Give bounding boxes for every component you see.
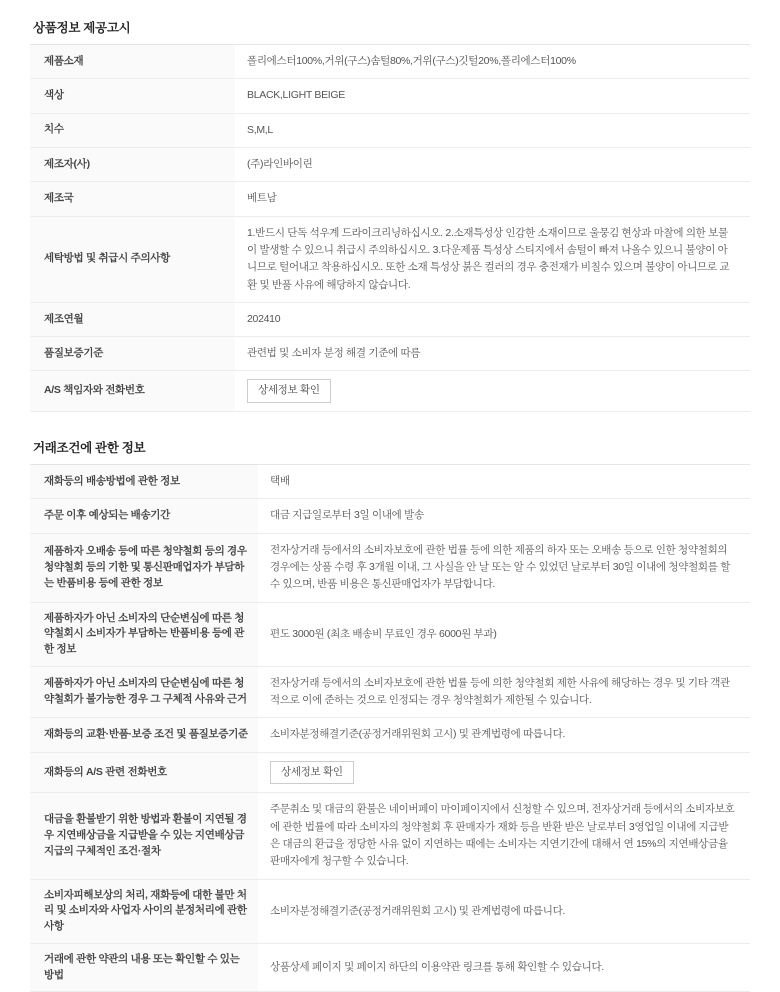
- row-label: 제품하자가 아닌 소비자의 단순변심에 따른 청약철회가 불가능한 경우 그 구체적 사유와 근거: [30, 666, 258, 718]
- row-value: S,M,L: [247, 123, 273, 136]
- row-label: 색상: [30, 79, 235, 113]
- table-row: [30, 499, 750, 533]
- as-detail-info-button[interactable]: 상세정보 확인: [247, 379, 331, 403]
- row-value: 전자상거래 등에서의 소비자보호에 관한 법률 등에 의한 청약철회 제한 사유에 해당하는 경우 및 기타 객관적으로 이에 준하는 것으로 인정되는 경우 청약철회가 제한될 수 있습니다.: [270, 676, 730, 707]
- row-label: 거래에 관한 약관의 내용 또는 확인할 수 있는 방법: [30, 943, 258, 992]
- row-label: 주문 이후 예상되는 배송기간: [30, 499, 258, 533]
- row-label: 세탁방법 및 취급시 주의사항: [30, 216, 235, 302]
- table-row: [30, 793, 750, 879]
- row-value: 소비자분정해결기준(공정거래위원회 고시) 및 관계법령에 따릅니다.: [270, 904, 566, 917]
- table-row: [30, 718, 750, 752]
- deal-condition-title: 거래조건에 관한 정보: [33, 441, 146, 456]
- table-row: [30, 45, 750, 79]
- row-label: 재화등의 교환·반품·보증 조건 및 품질보증기준: [30, 718, 258, 752]
- table-row: [30, 337, 750, 371]
- row-value: 1.반드시 단독 석우계 드라이크리닝하십시오. 2.소재특성상 인감한 소재이므로 울뭉김 현상과 마찰에 의한 보물이 발생할 수 있으니 취급시 주의하십시오. 3.다운제품 특성상 스티지에서 솜털이 빠져 나올수 있으니 불양이 아니므로 털어내고 착용하십시오. 또한 소재 특성상 붉은 컬러의 경우 충전재가 비칠수 있으며 불양이 아니므로 교환 및 반품 사유에 해당하지 않습니다.: [247, 226, 730, 291]
- row-value: (주)라인바이린: [247, 157, 313, 170]
- row-label: 제품하자 오배송 등에 따른 청약철회 등의 경우 청약철회 등의 기한 및 통신판매업자가 부담하는 반품비용 등에 관한 정보: [30, 533, 258, 602]
- row-label: 제품하자가 아닌 소비자의 단순변심에 따른 청약철회시 소비자가 부담하는 반품비용 등에 관한 정보: [30, 602, 258, 666]
- row-label: 제조연월: [30, 302, 235, 336]
- table-row: [30, 216, 750, 302]
- row-label: A/S 책임자와 전화번호: [30, 371, 235, 412]
- deal-condition-table: [30, 464, 750, 992]
- deal-condition-section: [30, 412, 750, 992]
- table-row: [30, 602, 750, 666]
- table-row: [30, 879, 750, 943]
- table-row: [30, 533, 750, 602]
- row-label: 재화등의 A/S 관련 전화번호: [30, 752, 258, 793]
- row-value: 상품상세 페이지 및 페이지 하단의 이용약관 링크를 통해 확인할 수 있습니다.: [270, 960, 604, 973]
- row-label: 제품소재: [30, 45, 235, 79]
- product-info-table: [30, 44, 750, 412]
- table-row: [30, 666, 750, 718]
- row-label: 품질보증기준: [30, 337, 235, 371]
- table-row: [30, 79, 750, 113]
- row-label: 대금을 환불받기 위한 방법과 환불이 지연될 경우 지연배상금을 지급받을 수 있는 지연배상금 지급의 구체적인 조건·절차: [30, 793, 258, 879]
- table-row: [30, 371, 750, 412]
- row-value: BLACK,LIGHT BEIGE: [247, 89, 345, 102]
- table-row: [30, 752, 750, 793]
- row-value: 폴리에스터100%,거위(구스)솜털80%,거위(구스)깃털20%,폴리에스터100%: [247, 55, 576, 67]
- row-value: 베트남: [247, 192, 277, 205]
- row-value: 202410: [247, 312, 281, 325]
- row-label: 재화등의 배송방법에 관한 정보: [30, 465, 258, 499]
- row-label: 소비자피해보상의 처리, 재화등에 대한 불만 처리 및 소비자와 사업자 사이의 분정처리에 관한 사항: [30, 879, 258, 943]
- row-value: [235, 371, 750, 412]
- product-info-title: 상품정보 제공고시: [33, 21, 131, 35]
- row-label: 제조자(사): [30, 147, 235, 181]
- table-row: [30, 302, 750, 336]
- row-value: 소비자분정해결기준(공정거래위원회 고시) 및 관계법령에 따릅니다.: [270, 728, 566, 741]
- row-value: [258, 752, 750, 793]
- row-label: 치수: [30, 113, 235, 147]
- table-row: [30, 113, 750, 147]
- product-info-section: [30, 0, 750, 412]
- table-row: [30, 147, 750, 181]
- table-row: [30, 943, 750, 992]
- as-phone-detail-info-button[interactable]: 상세정보 확인: [270, 761, 354, 785]
- row-label: 제조국: [30, 182, 235, 216]
- table-row: [30, 182, 750, 216]
- row-value: 전자상거래 등에서의 소비자보호에 관한 법률 등에 의한 제품의 하자 또는 오배송 등으로 인한 청약철회의 경우에는 상품 수령 후 3개월 이내, 그 사실을 안 날 또는 알 수 있었던 날로부터 30일 이내에 청약철회를 할 수 있으며, 반품 비용은 통신판매업자가 부담합니다.: [270, 543, 731, 591]
- row-value: 관련법 및 소비자 분정 해결 기준에 따름: [247, 347, 421, 360]
- table-row: [30, 465, 750, 499]
- row-value: 대금 지급일로부터 3일 이내에 발송: [270, 509, 424, 522]
- row-value: 편도 3000원 (최초 배송비 무료인 경우 6000원 부과): [270, 627, 497, 640]
- row-value: 택배: [270, 475, 290, 488]
- row-value: 주문취소 및 대금의 환불은 네이버페이 마이페이지에서 신청할 수 있으며, 전자상거래 등에서의 소비자보호에 관한 법률에 따라 소비자의 청약철회 후 판매자가 재화 등을 반환 받은 날로부터 3영업일 이내에 지급받은 대금의 환급을 정당한 사유 없이 지연하는 때에는 소비자는 지연기간에 대해서 연 15%의 지연배상금율 판매자에게 청구할 수 있습니다.: [270, 803, 735, 868]
